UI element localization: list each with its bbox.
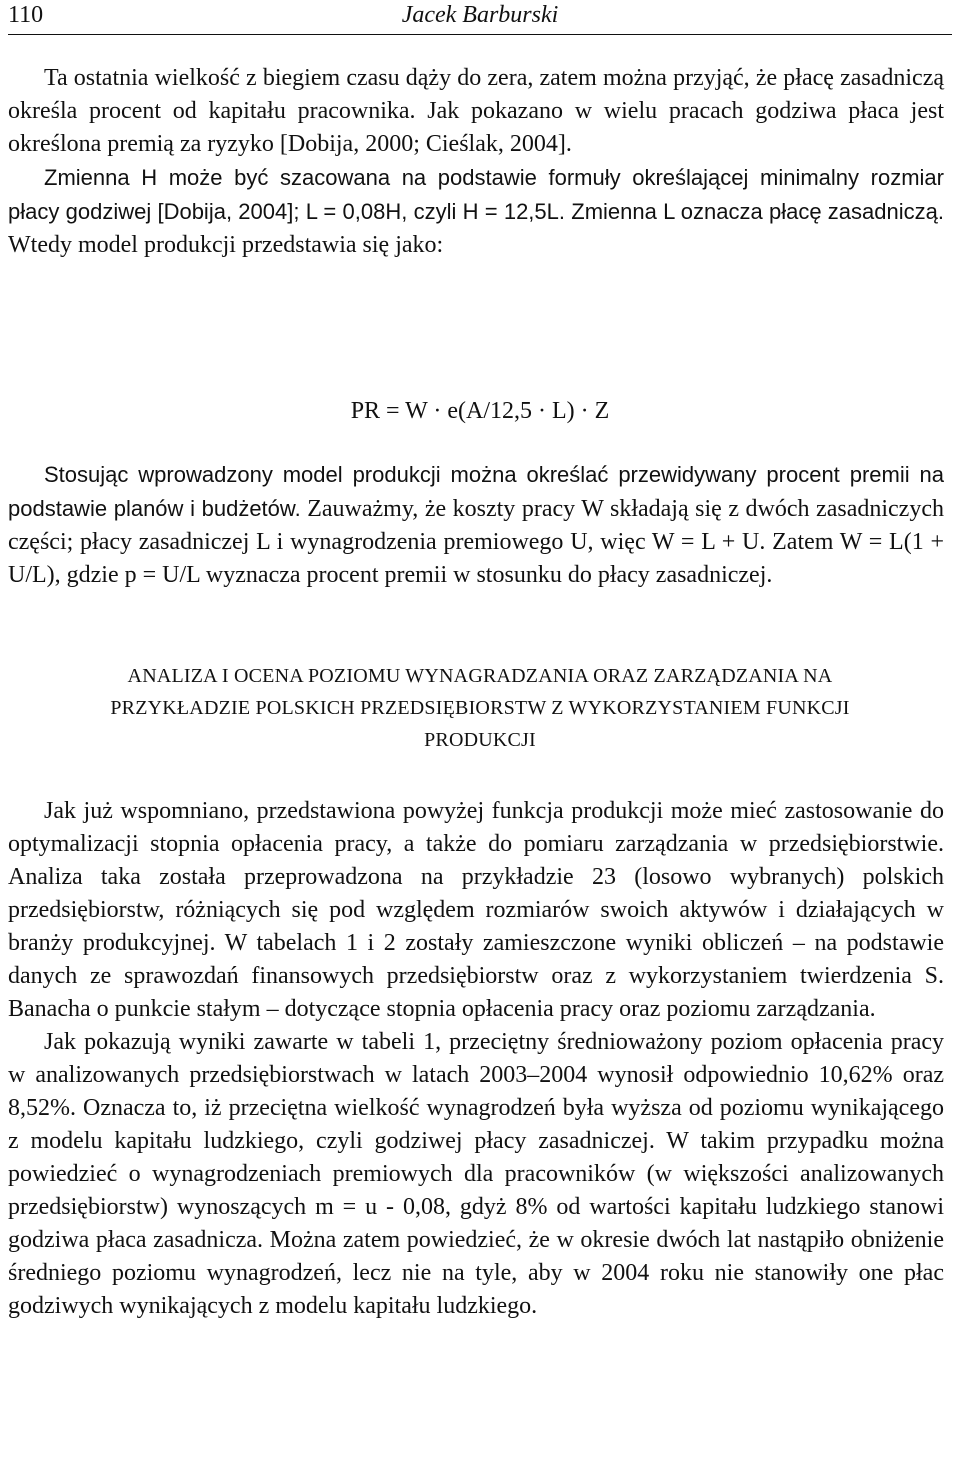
paragraph-5: Jak pokazują wyniki zawarte w tabeli 1, przeciętny średnioważony poziom opłacenia pracy w analizowanych przedsiębiorstwach w latach 2003–2004 wynosił odpowiednio 10,62% oraz 8,52%. Oznacza to, iż przeciętna wielkość wynagrodzeń była wyższa od poziomu wynikającego z modelu kapitału ludzkiego, czyli godziwej płacy zasadniczej. W takim przypadku można powiedzieć o wynagrodzeniach premiowych dla pracowników (w większości analizowanych przedsiębiorstw) wynoszących m = u - 0,08, gdyż 8% od wartości kapitału ludzkiego stanowi godziwa płaca zasadnicza. Można zatem powiedzieć, że w okresie dwóch lat nastąpiło obniżenie średniego poziomu wynagrodzeń, lecz nie na tyle, aby w 2004 roku nie stanowiły one płac godziwych wynikających z modelu kapitału ludzkiego. (8, 1029, 944, 1319)
paragraph-4: Jak już wspomniano, przedstawiona powyżej funkcja produkcji może mieć zastosowanie do optymalizacji stopnia opłacenia pracy, a także do pomiaru zarządzania w przedsiębiorstwie. Analiza taka została przeprowadzona na przykładzie 23 (losowo wybranych) polskich przedsiębiorstw, różniących się pod względem rozmiarów swoich aktywów i działających w branży produkcyjnej. W tabelach 1 i 2 zostały zamieszczone wyniki obliczeń – na podstawie danych ze sprawozdań finansowych przedsiębiorstw oraz z wykorzystaniem twierdzenia S. Banacha o punkcie stałym – dotyczące stopnia opłacenia pracy oraz poziomu zarządzania. (8, 798, 944, 1022)
paragraph-2-serif: Wtedy model produkcji przedstawia się jako: (8, 232, 444, 258)
text-block-bottom (8, 795, 944, 1323)
text-block-top (8, 62, 944, 262)
paragraph-2 (8, 161, 944, 262)
running-header (8, 0, 952, 35)
section-heading-line-3: PRODUKCJI (424, 729, 536, 751)
paragraph-1: Ta ostatnia wielkość z biegiem czasu dąży do zera, zatem można przyjąć, że płacę zasadniczą określa procent od kapitału pracownika. Jak pokazano w wielu pracach godziwa płaca jest określona premią za ryzyko [Dobija, 2000; Cieślak, 2004]. (8, 65, 944, 157)
running-author: Jacek Barburski (401, 2, 559, 28)
section-heading-line-2: PRZYKŁADZIE POLSKICH PRZEDSIĘBIORSTW Z WYKORZYSTANIEM FUNKCJI (110, 697, 850, 719)
paragraph-3-sans: Stosując wprowadzony model produkcji można określać przewidywany procent premii na podstawie planów i budżetów. (8, 462, 944, 521)
section-heading-line-1: ANALIZA I OCENA POZIOMU WYNAGRADZANIA ORAZ ZARZĄDZANIA NA (127, 665, 833, 687)
page-number: 110 (8, 2, 44, 28)
production-formula: PR = W · e(A/12,5 · L) · Z (350, 398, 610, 424)
paragraph-3-serif: Zauważmy, że koszty pracy W składają się z dwóch zasadniczych części; płacy zasadniczej L i wynagrodzenia premiowego U, więc W = L + U. Zatem W = L(1 + U/L), gdzie p = U/L wyznacza procent premii w stosunku do płacy zasadniczej. (8, 496, 944, 588)
section-heading (40, 660, 920, 756)
text-block-middle (8, 458, 944, 592)
paragraph-3 (8, 458, 944, 592)
paragraph-2-sans: Zmienna H może być szacowana na podstawie formuły określającej minimalny rozmiar płacy godziwej [Dobija, 2004]; L = 0,08H, czyli H = 12,5L. Zmienna L oznacza płacę zasadniczą. (8, 165, 944, 224)
